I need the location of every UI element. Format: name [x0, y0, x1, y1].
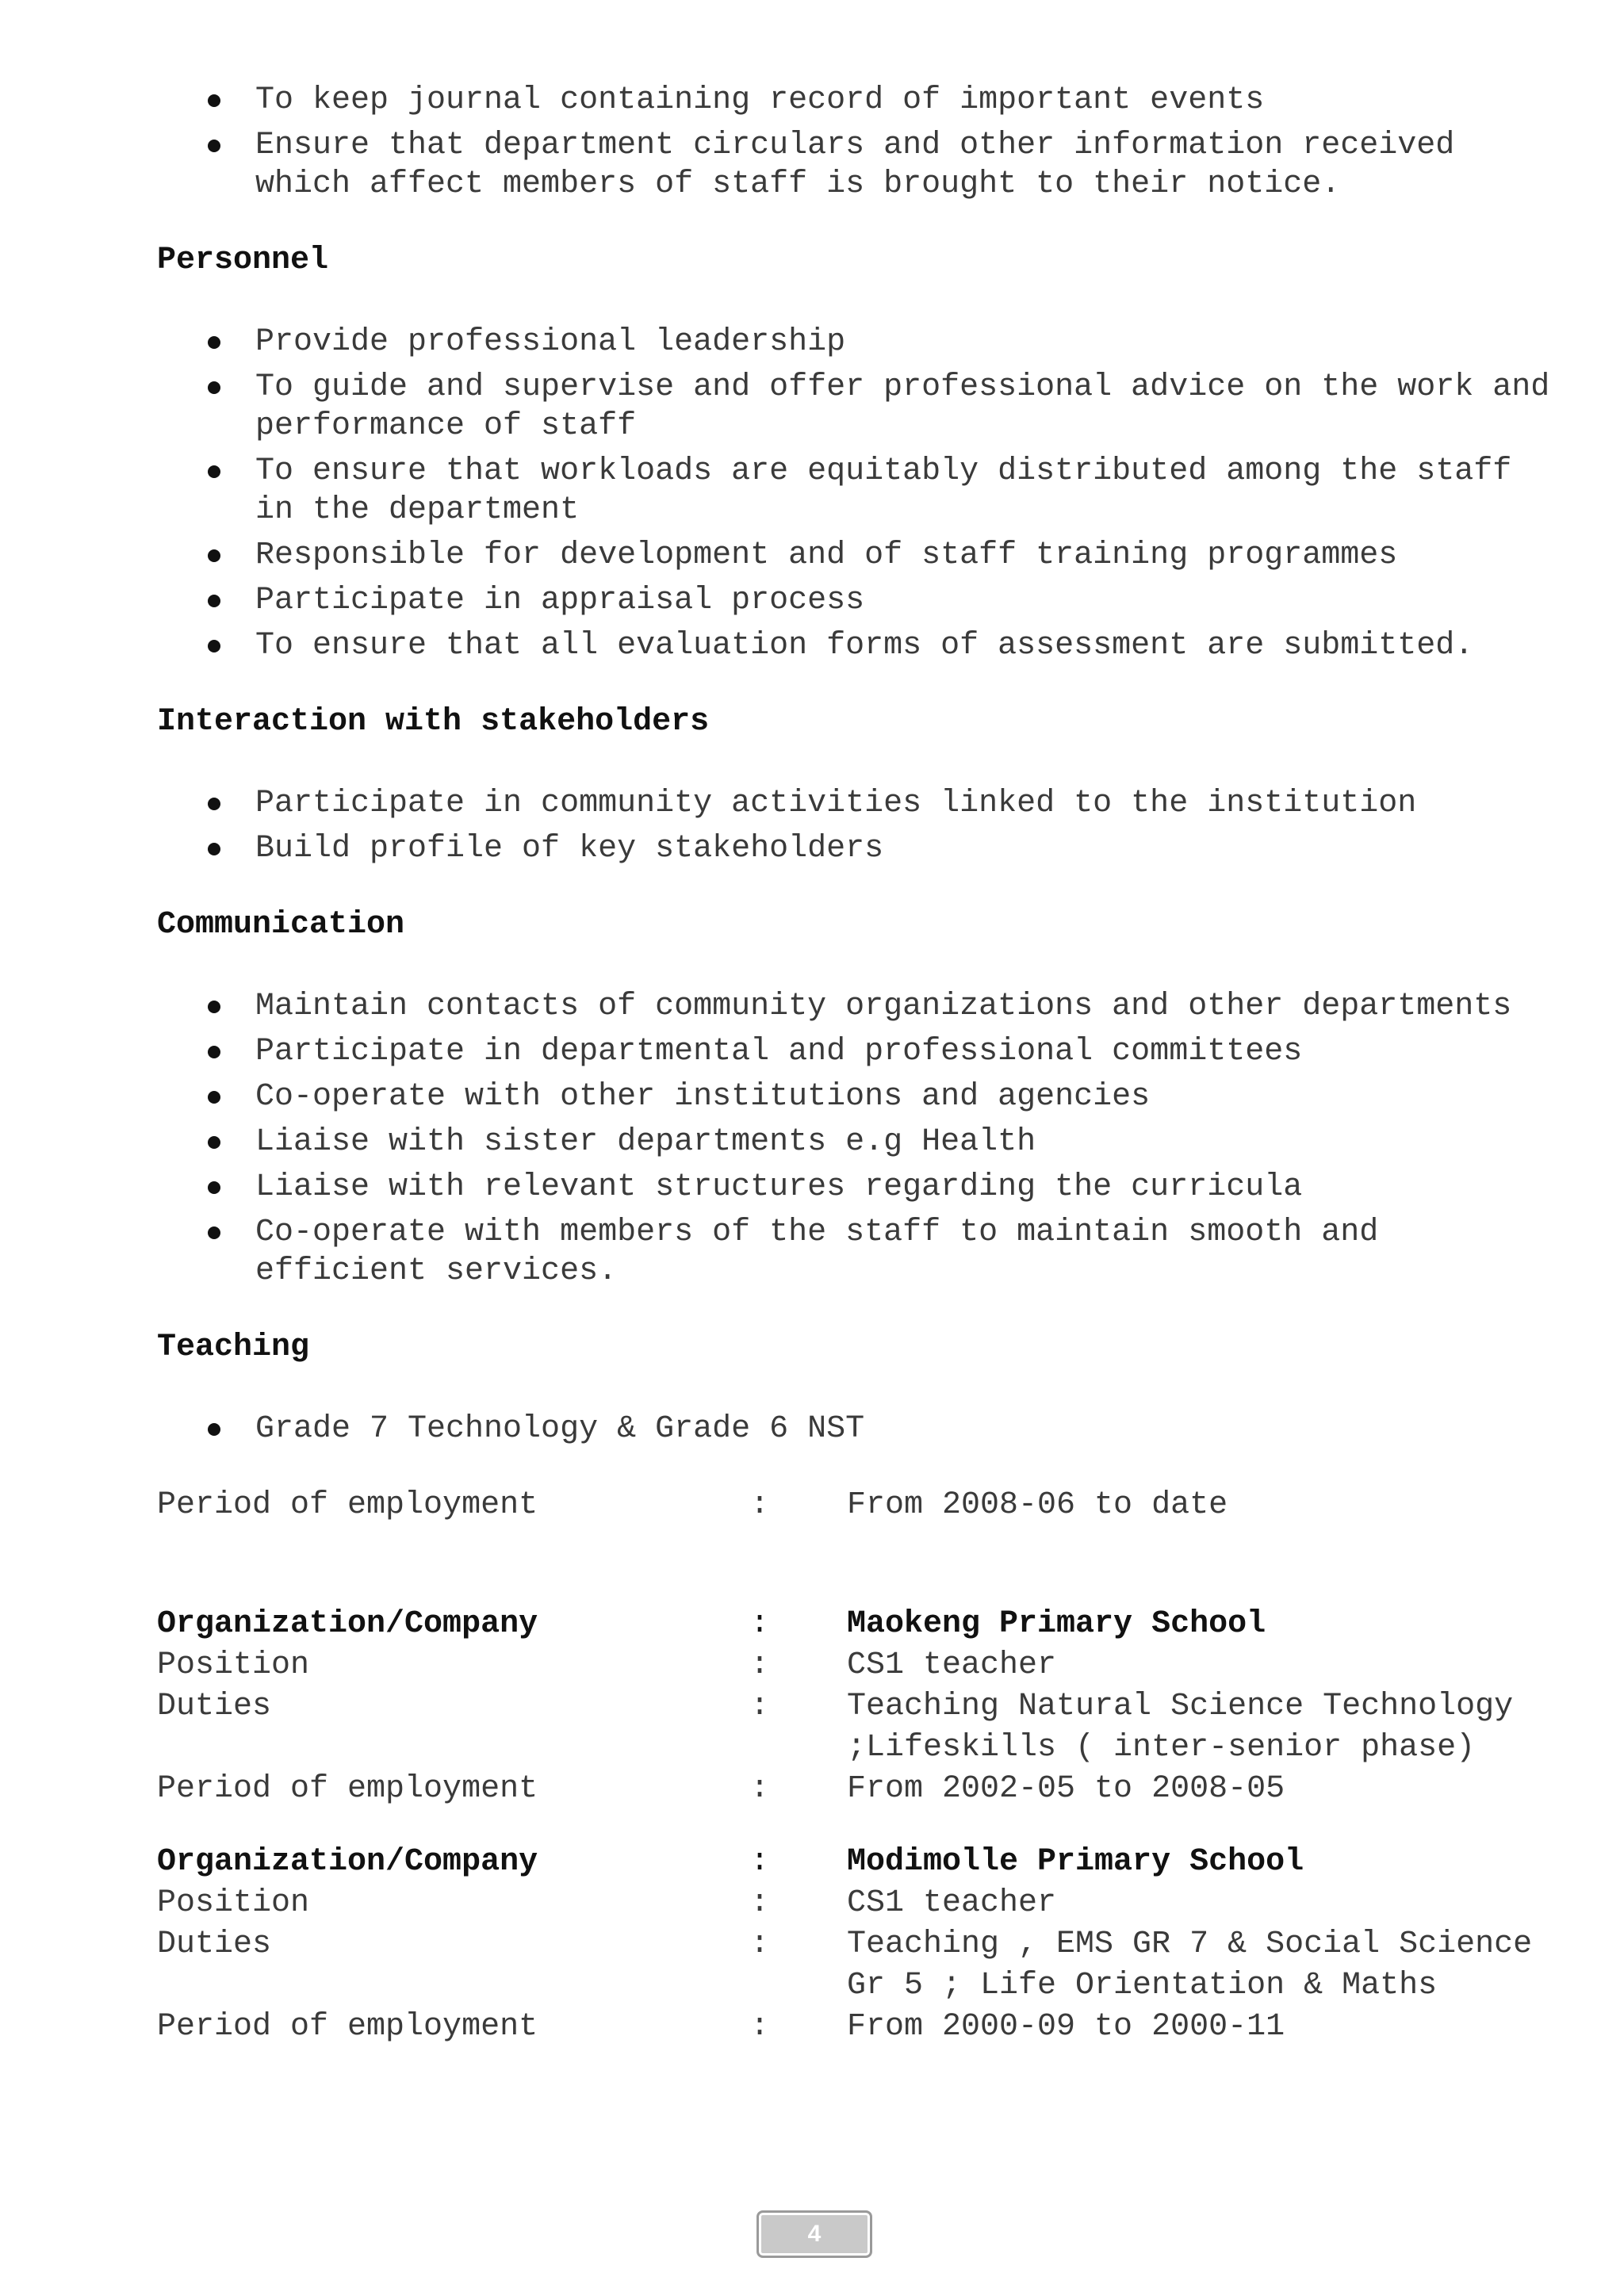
list-item: Build profile of key stakeholders [157, 829, 1568, 868]
stakeholders-list [157, 784, 1568, 868]
org-value: Modimolle Primary School [847, 1844, 1304, 1880]
bullet-icon [208, 595, 220, 607]
list-item: Participate in appraisal process [157, 581, 1568, 620]
period-value: From 2000-09 to 2000-11 [847, 2009, 1285, 2045]
list-item: Co-operate with members of the staff to maintain smooth and efficient services. [157, 1213, 1568, 1291]
bullet-icon [208, 1226, 220, 1239]
communication-list [157, 987, 1568, 1291]
colon: : [750, 1689, 770, 1724]
list-item: Liaise with relevant structures regarding the curricula [157, 1168, 1568, 1207]
colon: : [750, 1606, 770, 1642]
period-label: Period of employment [157, 1487, 538, 1523]
page-content [157, 81, 1568, 2048]
position-value: CS1 teacher [847, 1885, 1057, 1921]
current-period-row [157, 1485, 1568, 1526]
org-label: Organization/Company [157, 1606, 538, 1642]
section-heading-stakeholders: Interaction with stakeholders [157, 704, 710, 740]
duties-row [157, 1924, 1568, 2007]
list-item: To guide and supervise and offer professional advice on the work and performance of staff [157, 368, 1568, 446]
period-row [157, 2007, 1568, 2048]
section-heading-personnel: Personnel [157, 243, 329, 278]
bullet-icon [208, 798, 220, 810]
list-item: Participate in departmental and professional committees [157, 1032, 1568, 1071]
section-heading-teaching: Teaching [157, 1330, 310, 1365]
period-row [157, 1769, 1568, 1810]
colon: : [750, 1885, 770, 1921]
duties-value: Teaching , EMS GR 7 & Social Science Gr 5 ; Life Orientation & Maths [847, 1927, 1533, 2003]
duties-row [157, 1686, 1568, 1769]
duties-list-top [157, 81, 1568, 204]
list-item: Ensure that department circulars and other information received which affect members of staff is brought to their notice. [157, 126, 1568, 204]
list-item: To keep journal containing record of important events [157, 81, 1568, 120]
period-value: From 2008-06 to date [847, 1487, 1228, 1523]
duties-label: Duties [157, 1689, 272, 1724]
org-row [157, 1604, 1568, 1645]
colon: : [750, 1647, 770, 1683]
colon: : [750, 1771, 770, 1807]
org-row [157, 1842, 1568, 1883]
bullet-icon [208, 1001, 220, 1013]
bullet-icon [208, 465, 220, 478]
list-item: Responsible for development and of staff training programmes [157, 536, 1568, 575]
bullet-icon [208, 94, 220, 107]
duties-label: Duties [157, 1927, 272, 1962]
position-label: Position [157, 1885, 310, 1921]
bullet-icon [208, 1046, 220, 1058]
list-item: To ensure that workloads are equitably distributed among the staff in the department [157, 452, 1568, 530]
bullet-icon [208, 549, 220, 562]
bullet-icon [208, 1091, 220, 1104]
bullet-icon [208, 381, 220, 394]
bullet-icon [208, 336, 220, 349]
bullet-icon [208, 1136, 220, 1149]
colon: : [750, 1844, 770, 1880]
list-item: Participate in community activities linked to the institution [157, 784, 1568, 823]
org-label: Organization/Company [157, 1844, 538, 1880]
position-row [157, 1645, 1568, 1686]
employment-block [157, 1842, 1568, 2048]
employment-block [157, 1604, 1568, 1810]
period-value: From 2002-05 to 2008-05 [847, 1771, 1285, 1807]
personnel-list [157, 323, 1568, 665]
bullet-icon [208, 843, 220, 855]
colon: : [750, 1927, 770, 1962]
list-item: To ensure that all evaluation forms of assessment are submitted. [157, 626, 1568, 665]
period-label: Period of employment [157, 2009, 538, 2045]
bullet-icon [208, 140, 220, 152]
list-item: Liaise with sister departments e.g Health [157, 1123, 1568, 1161]
org-value: Maokeng Primary School [847, 1606, 1266, 1642]
page-number: 4 [756, 2210, 872, 2258]
period-label: Period of employment [157, 1771, 538, 1807]
bullet-icon [208, 1423, 220, 1436]
position-row [157, 1883, 1568, 1924]
list-item: Grade 7 Technology & Grade 6 NST [157, 1410, 1568, 1448]
duties-value: Teaching Natural Science Technology ;Lifeskills ( inter-senior phase) [847, 1689, 1514, 1766]
teaching-list [157, 1410, 1568, 1448]
list-item: Co-operate with other institutions and agencies [157, 1077, 1568, 1116]
section-heading-communication: Communication [157, 907, 405, 943]
bullet-icon [208, 640, 220, 652]
position-label: Position [157, 1647, 310, 1683]
colon: : [750, 2009, 770, 2045]
position-value: CS1 teacher [847, 1647, 1057, 1683]
list-item: Provide professional leadership [157, 323, 1568, 362]
list-item: Maintain contacts of community organizations and other departments [157, 987, 1568, 1026]
bullet-icon [208, 1181, 220, 1194]
colon: : [750, 1487, 770, 1523]
